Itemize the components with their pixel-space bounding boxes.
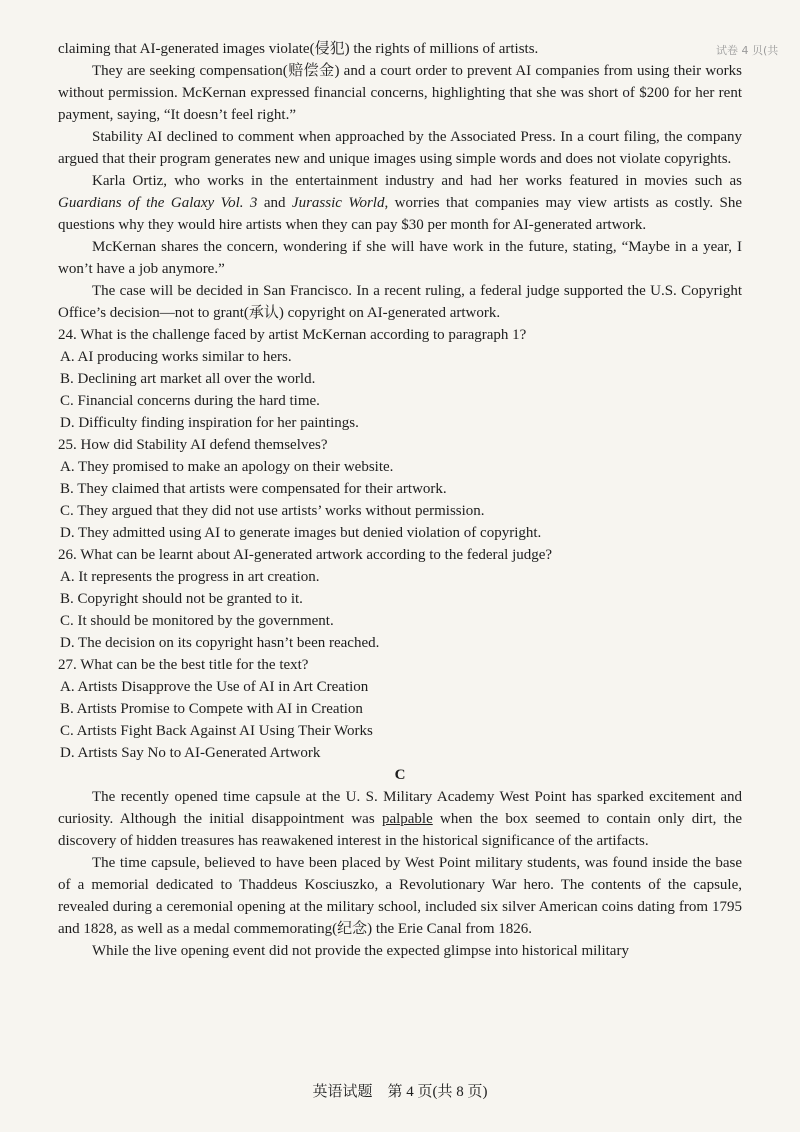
question-24 [58,324,742,434]
passage-b-paragraph-2: They are seeking compensation(赔偿金) and a court order to prevent AI companies from using their works without permission. McKernan expressed financial concerns, highlighting that she was short of $200 for her rent payment, saying, “It doesn’t feel right.” [58,63,742,123]
passage-b-paragraph-1: claiming that AI-generated images violate(侵犯) the rights of millions of artists. [58,41,539,57]
c-p1-text-a: The recently opened time capsule at the U. S. Military Academy West Point has sparked excitement and curiosity. Although the initial disappointment was [58,789,742,827]
passage-b-paragraph-4 [58,170,742,236]
p4-text-b: , worries that companies may view artists as costly. She questions why they would hire artists when they can pay $30 per month for AI-generated artwork. [58,195,742,233]
passage-b-paragraph-6: The case will be decided in San Francisco. In a recent ruling, a federal judge supported the U.S. Copyright Office’s decision—not to grant(承认) copyright on AI-generated artwork. [58,283,742,321]
page-footer: 英语试题 第 4 页(共 8 页) [312,1084,488,1100]
passage-b-paragraph-5: McKernan shares the concern, wondering if she will have work in the future, stating, “Maybe in a year, I won’t have a job anymore.” [58,239,742,277]
option-a: A. It represents the progress in art creation. [60,569,320,585]
option-c: C. They argued that they did not use artists’ works without permission. [60,503,485,519]
p4-and: and [257,195,292,211]
option-a: A. Artists Disapprove the Use of AI in Art Creation [60,679,369,695]
question-stem: 24. What is the challenge faced by artist McKernan according to paragraph 1? [58,327,527,343]
movie-title-1: Guardians of the Galaxy Vol. 3 [58,195,258,211]
question-stem: 26. What can be learnt about AI-generated artwork according to the federal judge? [58,547,553,563]
passage-c-paragraph-1 [58,786,742,852]
option-a: A. They promised to make an apology on their website. [60,459,394,475]
option-d: D. Artists Say No to AI-Generated Artwork [60,745,321,761]
passage-b-paragraph-3: Stability AI declined to comment when approached by the Associated Press. In a court filing, the company argued that their program generates new and unique images using simple words and does not violate copyrights. [58,129,742,167]
option-b: B. Declining art market all over the world. [60,371,316,387]
option-d: D. They admitted using AI to generate images but denied violation of copyright. [60,525,542,541]
question-stem: 25. How did Stability AI defend themselves? [58,437,328,453]
option-b: B. Artists Promise to Compete with AI in Creation [60,701,363,717]
passage-c-paragraph-2: The time capsule, believed to have been placed by West Point military students, was found inside the base of a memorial dedicated to Thaddeus Kosciuszko, a Revolutionary War hero. The contents of the capsule, revealed during a ceremonial opening at the military school, included six silver American coins dating from 1795 and 1828, as well as a medal commemorating(纪念) the Erie Canal from 1826. [58,855,742,937]
option-a: A. AI producing works similar to hers. [60,349,292,365]
c-p1-text-b: when the box seemed to contain only dirt, the discovery of hidden treasures has reawakened interest in the historical significance of the artifacts. [58,811,742,849]
option-c: C. Financial concerns during the hard time. [60,393,320,409]
margin-note: 试卷 4 贝(共 [716,44,779,57]
option-b: B. Copyright should not be granted to it. [60,591,303,607]
passage-c-paragraph-3: While the live opening event did not provide the expected glimpse into historical military [92,943,629,959]
option-d: D. The decision on its copyright hasn’t been reached. [60,635,380,651]
option-d: D. Difficulty finding inspiration for her paintings. [60,415,359,431]
section-heading-c: C [394,767,406,783]
question-stem: 27. What can be the best title for the text? [58,657,309,673]
question-26 [58,544,742,654]
p4-text-a: Karla Ortiz, who works in the entertainment industry and had her works featured in movies such as [92,173,742,189]
question-25 [58,434,742,544]
underlined-word: palpable [381,811,433,827]
option-c: C. It should be monitored by the government. [60,613,334,629]
movie-title-2: Jurassic World [291,195,385,211]
option-b: B. They claimed that artists were compensated for their artwork. [60,481,447,497]
option-c: C. Artists Fight Back Against AI Using Their Works [60,723,373,739]
question-27 [58,654,742,764]
exam-page [58,38,742,962]
